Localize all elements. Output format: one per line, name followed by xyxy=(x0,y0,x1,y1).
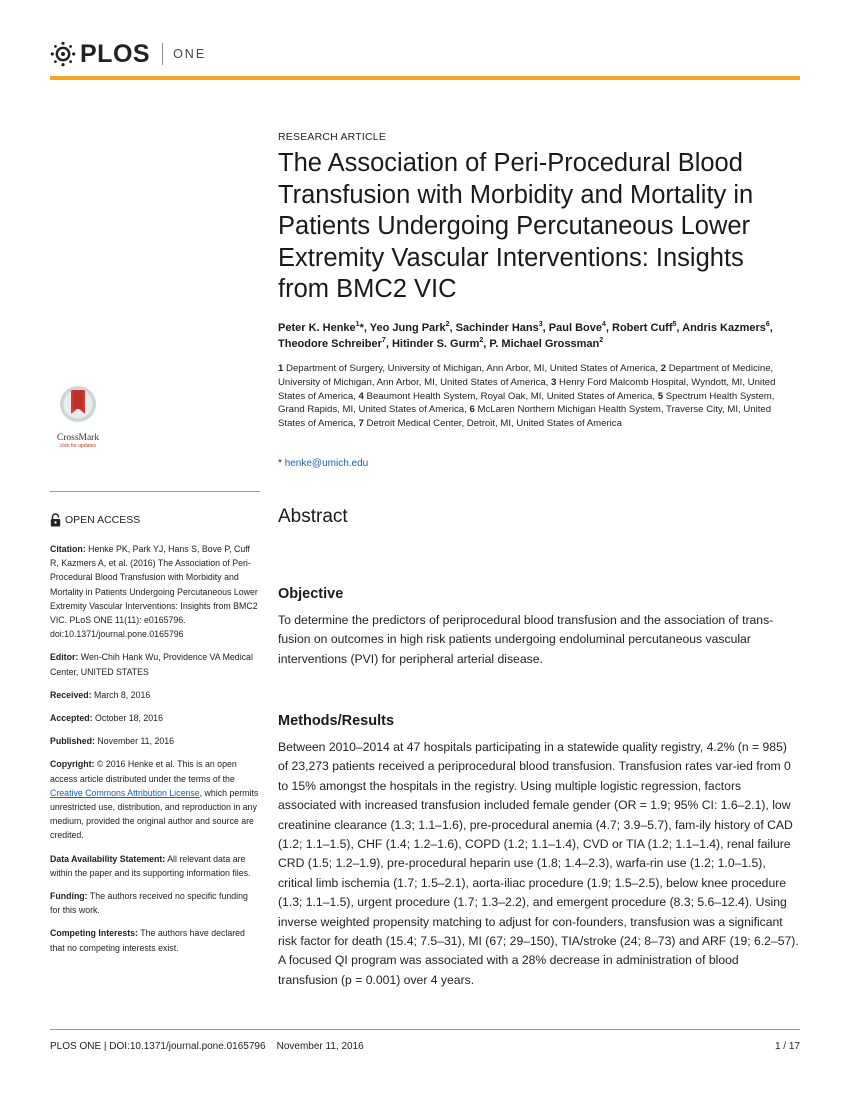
copyright-label: Copyright: xyxy=(50,759,95,770)
author-name: Robert Cuff xyxy=(612,322,673,334)
open-access-label xyxy=(50,513,140,527)
author xyxy=(370,322,450,334)
received-date: March 8, 2016 xyxy=(94,689,151,700)
funding-block xyxy=(50,889,260,917)
data-availability-label: Data Availability Statement: xyxy=(50,853,166,864)
methods-results-text: Between 2010–2014 at 47 hospitals participating in a statewide quality registry, 4.2% (n = 985) of 23,273 patients received a periprocedural blood transfusion. Transfusion rates var-ied from 0 to 15% amongst the hospitals in the registry. Using multiple logistic regression, factors associated with increased transfusion included female gender (OR = 1.9; 95% CI: 1.6–2.1), low creatinine clearance (1.3; 1.1–1.6), pre-procedural anemia (4.7; 3.9–5.7), fam-ily history of CAD (1.2; 1.1–1.5), CHF (1.4; 1.2–1.6), COPD (1.2; 1.1–1.4), CVD or TIA (1.2; 1.1–1.4), renal failure CRD (1.5; 1.2–1.9), pre-procedural heparin use (1.8; 1.4–2.3), warfa-rin use (1.2; 1.0–1.5), critical limb ischemia (1.7; 1.5–2.1), aorta-iliac procedure (1.9; 1.5–2.5), below knee procedure (1.3; 1.1–1.5), urgent procedure (1.7; 1.3–2.2), and emergent procedure (8.3; 5.6–12.4). Using inverse weighted propensity matching to adjust for con-founders, transfusion was a significant risk factor for death (15.4; 7.5–31), MI (67; 29–150), TIA/stroke (24; 8–73) and ARF (19; 6.2–57). A focused QI program was associated with a 28% decrease in administration of blood transfusion (p = 0.001) over 4 years. xyxy=(278,740,799,987)
author-affiliation-sup: 3 xyxy=(538,321,543,328)
accepted-label: Accepted: xyxy=(50,713,93,724)
author-name: P. Michael Grossman xyxy=(489,338,600,350)
plos-sun-icon xyxy=(50,41,76,67)
received-label: Received: xyxy=(50,689,92,700)
logo-divider xyxy=(162,43,163,65)
citation-block xyxy=(50,542,260,641)
accepted-date: October 18, 2016 xyxy=(94,713,163,724)
affiliation-text: Henry Ford Malcomb Hospital, Wyndott, MI, United States of America, xyxy=(278,376,776,402)
open-access-text: OPEN ACCESS xyxy=(65,514,141,526)
author-name: Hitinder S. Gurm xyxy=(391,338,480,350)
author xyxy=(456,322,543,334)
competing-interests-text: The authors have declared that no competing interests exist. xyxy=(50,928,245,953)
editor-label: Editor: xyxy=(50,652,79,663)
affiliation-item xyxy=(359,418,622,429)
competing-interests-block xyxy=(50,926,260,954)
corresponding-author xyxy=(278,458,368,469)
affiliation-item xyxy=(359,391,655,402)
affiliation-text: Department of Surgery, University of Michigan, Ann Arbor, MI, United States of America, xyxy=(283,363,659,374)
citation-text: Henke PK, Park YJ, Hans S, Bove P, Cuff R, Kazmers A, et al. (2016) The Association of Peri-Procedural Blood Transfusion with Morbidity and Mortality in Patients Undergoing Percutaneous Lower Extremity Vascular Interventions: Insights from BMC2 VIC. PLoS ONE 11(11): e0165796. doi:10.1371/journal.pone.0165796 xyxy=(50,544,258,640)
author-corresponding-mark: * xyxy=(359,322,364,334)
page-number: 1 / 17 xyxy=(774,1041,800,1052)
corresponding-mark: * xyxy=(278,458,282,469)
author xyxy=(549,322,606,334)
affiliation-number: 2 xyxy=(660,363,667,374)
published-label: Published: xyxy=(50,736,95,747)
author-affiliation-sup: 7 xyxy=(381,337,386,344)
citation-label: Citation: xyxy=(50,544,86,554)
author-affiliation-sup: 4 xyxy=(601,321,606,328)
crossmark-badge[interactable] xyxy=(48,384,108,450)
author xyxy=(392,338,483,350)
abstract-heading: Abstract xyxy=(278,506,348,527)
data-availability-text: All relevant data are within the paper and its supporting information files. xyxy=(50,853,251,878)
corresponding-email-link[interactable]: henke@umich.edu xyxy=(284,458,369,469)
affiliation-text: McLaren Northern Michigan Health System, Traverse City, MI, United States of America, xyxy=(278,404,772,430)
author-name: Sachinder Hans xyxy=(455,322,539,334)
author-affiliation-sup: 2 xyxy=(445,321,450,328)
crossmark-label: CrossMark xyxy=(56,433,100,443)
author xyxy=(489,338,603,350)
copyright-text-post: , which permits unrestricted use, distribution, and reproduction in any medium, provided the original author and source are credited. xyxy=(50,787,259,841)
funding-label: Funding: xyxy=(50,891,88,902)
accepted-block xyxy=(50,711,260,725)
copyright-text-pre: © 2016 Henke et al. This is an open access article distributed under the terms of the xyxy=(50,759,237,784)
published-block xyxy=(50,734,260,748)
author-name: Paul Bove xyxy=(548,322,602,334)
copyright-block xyxy=(50,757,260,842)
objective-text: To determine the predictors of periprocedural blood transfusion and the association of trans-fusion on outcomes in high risk patients undergoing endoluminal percutaneous vascular interventions (PVI) for peripheral arterial disease. xyxy=(278,613,774,666)
author-affiliation-sup: 2 xyxy=(599,337,604,344)
funding-text: The authors received no specific funding for this work. xyxy=(50,891,248,916)
affiliation-number: 7 xyxy=(358,418,364,430)
affiliation-text: Detroit Medical Center, Detroit, MI, United States of America xyxy=(363,418,622,430)
competing-interests-label: Competing Interests: xyxy=(50,928,138,939)
crossmark-icon xyxy=(58,384,98,428)
affiliations xyxy=(278,362,800,431)
affiliation-number: 1 xyxy=(278,363,284,374)
published-date: November 11, 2016 xyxy=(97,736,175,747)
affiliation-number: 5 xyxy=(657,390,664,402)
author xyxy=(278,338,386,350)
logo-one-text: ONE xyxy=(173,47,207,61)
affiliation-text: Spectrum Health System, Grand Rapids, MI, United States of America, xyxy=(278,390,775,416)
author-name: Yeo Jung Park xyxy=(369,322,446,334)
article-title: The Association of Peri-Procedural Blood Transfusion with Morbidity and Mortality in Patients Undergoing Percutaneous Lower Extremity Vascular Interventions: Insights from BMC2 VIC xyxy=(278,149,754,303)
author xyxy=(682,322,770,334)
author-name: Andris Kazmers xyxy=(682,322,766,334)
open-lock-icon xyxy=(50,513,61,527)
affiliation-number: 6 xyxy=(469,404,475,416)
editor-block xyxy=(50,650,260,678)
methods-results-heading: Methods/Results xyxy=(278,713,395,729)
author xyxy=(612,322,676,334)
affiliation-text: Beaumont Health System, Royal Oak, MI, United States of America, xyxy=(363,390,656,402)
editor-text: Wen-Chih Hank Wu, Providence VA Medical Center, UNITED STATES xyxy=(50,652,253,677)
author-list: Peter K. Henke$^1$*, Yeo Jung Park$^2$, Sachinder Hans$^3$, Paul Bove$^4$, Robert Cuff$^5$, Andris Kazmers$^6$, Theodore Schreiber$^7$, Hitinder S. Gurm$^2$, P. Michael Grossman$^2$ xyxy=(278,321,773,350)
author-affiliation-sup: 5 xyxy=(672,321,677,328)
crossmark-subtitle: click for updates xyxy=(59,443,97,449)
author-affiliation-sup: 2 xyxy=(479,337,484,344)
data-availability-block xyxy=(50,852,260,880)
article-info-sidebar xyxy=(50,542,260,964)
author-affiliation-sup: 1 xyxy=(355,321,360,328)
license-link[interactable]: Creative Commons Attribution License xyxy=(50,787,200,798)
sidebar-divider xyxy=(50,491,260,492)
footer-citation: PLOS ONE | DOI:10.1371/journal.pone.0165796 November 11, 2016 xyxy=(50,1041,364,1052)
affiliation-number: 3 xyxy=(551,376,557,388)
header-accent-bar xyxy=(50,76,800,80)
affiliation-text: Department of Medicine, University of Michigan, Ann Arbor, MI, United States of America, xyxy=(278,363,774,388)
affiliation-number: 4 xyxy=(358,390,364,402)
author-name: Peter K. Henke xyxy=(278,322,356,334)
objective-heading: Objective xyxy=(278,586,344,602)
author-affiliation-sup: 6 xyxy=(765,321,770,328)
author xyxy=(278,322,364,334)
article-type: RESEARCH ARTICLE xyxy=(278,131,387,143)
author-name: Theodore Schreiber xyxy=(278,338,382,350)
footer-divider xyxy=(50,1029,800,1030)
plos-one-logo[interactable] xyxy=(50,38,270,70)
received-block xyxy=(50,688,260,702)
affiliation-item xyxy=(278,363,658,374)
logo-plos-text: PLOS xyxy=(80,39,151,68)
